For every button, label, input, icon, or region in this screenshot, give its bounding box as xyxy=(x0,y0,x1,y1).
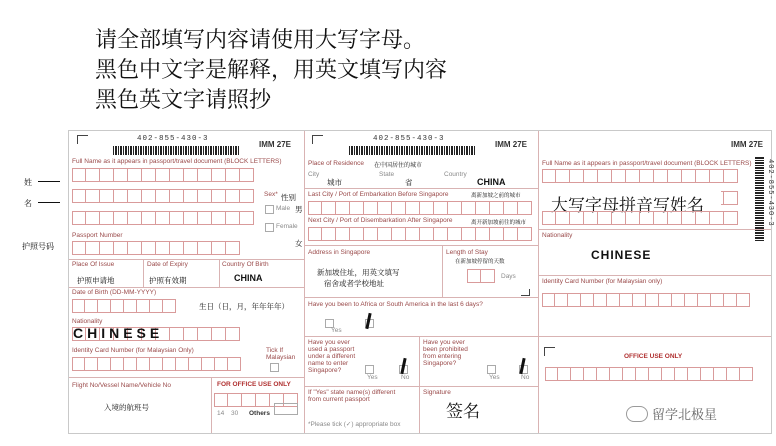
form-code-middle: 402-855-430-3 xyxy=(373,135,445,143)
residence-label: Place of Residence xyxy=(308,160,365,167)
arrow-line xyxy=(38,202,60,203)
state-label: State xyxy=(379,171,395,178)
female-cn: 女 xyxy=(295,239,303,248)
next-city-label: Next City / Port of Disembarkation After Singapore xyxy=(308,217,453,224)
tick-label-2: Malaysian xyxy=(266,354,296,361)
given-name-boxes[interactable] xyxy=(72,189,254,203)
africa-yes-label: Yes xyxy=(331,327,342,334)
corner-mark xyxy=(312,135,323,144)
prohibited-question xyxy=(423,339,468,367)
wechat-icon xyxy=(626,406,648,422)
sex-cn: 性别 xyxy=(281,193,296,202)
office-use-label: FOR OFFICE USE ONLY xyxy=(217,381,291,388)
row-divider xyxy=(304,188,538,189)
cell-divider xyxy=(143,259,144,287)
corner-mark xyxy=(544,347,555,356)
side-label-surname: 姓 xyxy=(24,178,32,187)
row-divider xyxy=(538,275,771,276)
africa-question: Have you been to Africa or South America in the last 6 days? xyxy=(308,301,483,308)
row-divider xyxy=(304,297,538,298)
signature-label: Signature xyxy=(423,389,451,396)
corner-mark xyxy=(77,135,88,144)
prohibited-yes-checkbox[interactable] xyxy=(487,365,496,374)
days-label: Days xyxy=(501,273,516,280)
country-birth-value: CHINA xyxy=(234,273,263,283)
office-30: 30 xyxy=(231,410,239,417)
cell-divider xyxy=(419,386,420,433)
right-nationality-value: CHINESE xyxy=(591,248,652,262)
country-value: CHINA xyxy=(477,177,506,187)
state-names-note xyxy=(308,389,395,403)
residence-cn: 在中国居住的城市 xyxy=(374,162,423,169)
state-names-line: If "Yes" state name(s) different xyxy=(308,389,396,396)
female-checkbox[interactable] xyxy=(265,223,274,232)
right-ic-boxes[interactable] xyxy=(542,293,750,307)
state-names-line: from current passport xyxy=(308,396,370,403)
next-city-boxes[interactable] xyxy=(308,227,532,241)
row-divider xyxy=(538,336,771,337)
instruction-line-2: 黑色中文字是解释，用英文填写内容 xyxy=(95,58,448,83)
passport-question-line: under a different xyxy=(308,353,356,360)
office-14: 14 xyxy=(217,410,225,417)
stay-label: Length of Stay xyxy=(446,249,488,256)
form-id-middle: IMM 27E xyxy=(495,140,528,149)
right-office-boxes xyxy=(545,367,753,381)
side-label-given-name: 名 xyxy=(24,199,32,208)
place-issue-cn: 护照申请地 xyxy=(77,276,115,285)
dob-boxes[interactable] xyxy=(72,299,176,313)
right-ic-label: Identity Card Number (for Malaysian only) xyxy=(542,278,663,285)
sex-label: Sex* xyxy=(264,191,278,198)
form-id: IMM 27E xyxy=(259,140,292,149)
row-divider xyxy=(69,287,304,288)
passport-label: Passport Number xyxy=(72,232,123,239)
country-label: Country xyxy=(444,171,467,178)
cell-divider xyxy=(211,377,212,433)
cell-divider xyxy=(219,259,220,287)
immigration-form xyxy=(68,130,772,434)
ic-label: Identity Card Number (for Malaysian Only) xyxy=(72,347,194,354)
passport-no-label: No xyxy=(401,374,410,381)
right-name-boxes-1[interactable] xyxy=(542,169,738,183)
name-boxes-row3[interactable] xyxy=(72,211,254,225)
form-code: 402-855-430-3 xyxy=(137,135,209,143)
male-cn: 男 xyxy=(295,205,303,214)
right-full-name-label: Full Name as it appears in passport/travel document (BLOCK LETTERS) xyxy=(542,160,752,167)
column-divider xyxy=(538,131,539,433)
dob-cn: 生日（日，月，年年年年） xyxy=(199,302,289,311)
date-expiry-cn: 护照有效期 xyxy=(149,276,187,285)
nationality-value: CHINESE xyxy=(73,325,164,341)
passport-question-line: Singapore? xyxy=(308,367,342,374)
prohibited-no-label: No xyxy=(521,374,530,381)
cell-divider xyxy=(419,336,420,386)
prohibited-question-line: been prohibited xyxy=(423,346,468,353)
country-birth-label: Country Of Birth xyxy=(222,261,269,268)
form-id-right: IMM 27E xyxy=(731,140,764,149)
passport-question xyxy=(308,339,355,374)
row-divider xyxy=(304,245,538,246)
cell-divider xyxy=(442,245,443,297)
prohibited-question-line: Have you ever xyxy=(423,339,465,346)
column-divider xyxy=(304,131,305,433)
barcode xyxy=(113,146,239,155)
passport-yes-checkbox[interactable] xyxy=(365,365,374,374)
malaysian-checkbox[interactable] xyxy=(270,363,279,372)
signature-cn: 签名 xyxy=(446,402,480,422)
row-divider xyxy=(69,259,304,260)
tick-label: Tick If xyxy=(266,347,284,354)
last-city-boxes[interactable] xyxy=(308,201,532,215)
last-city-cn: 离新加坡之前的城市 xyxy=(471,193,521,199)
surname-boxes[interactable] xyxy=(72,168,254,182)
right-name-boxes-3[interactable] xyxy=(542,211,738,225)
office-others-box xyxy=(274,403,298,415)
nationality-label: Nationality xyxy=(72,318,103,325)
passport-boxes[interactable] xyxy=(72,241,240,255)
right-name-cn: 大写字母拼音写姓名 xyxy=(551,196,704,216)
row-divider xyxy=(538,229,771,230)
male-label: Male xyxy=(276,205,291,212)
barcode xyxy=(349,146,475,155)
female-label: Female xyxy=(276,223,298,230)
male-checkbox[interactable] xyxy=(265,205,274,214)
passport-question-line: name to enter xyxy=(308,360,349,367)
city-cn: 城市 xyxy=(327,178,342,187)
passport-question-line: Have you ever xyxy=(308,339,350,346)
full-name-label: Full Name as it appears in passport/travel document (BLOCK LETTERS) xyxy=(72,158,282,165)
address-label: Address in Singapore xyxy=(308,249,371,256)
instruction-line-3: 黑色英文字请照抄 xyxy=(95,88,272,113)
row-divider xyxy=(304,336,538,337)
watermark: 留学北极星 xyxy=(652,408,718,423)
corner-mark xyxy=(521,289,530,296)
stay-cn: 在新加坡停留的天数 xyxy=(455,259,505,265)
vertical-code: 402-855-430-3 xyxy=(766,159,774,227)
city-label: City xyxy=(308,171,320,178)
prohibited-question-line: from entering xyxy=(423,353,462,360)
next-city-cn: 离开新加坡前往的城市 xyxy=(471,220,527,226)
prohibited-question-line: Singapore? xyxy=(423,360,457,367)
office-others: Others xyxy=(249,410,270,417)
tick-note: *Please tick (✓) appropriate box xyxy=(308,421,401,428)
place-issue-label: Place Of Issue xyxy=(72,261,115,268)
instruction-line-1: 请全部填写内容请使用大写字母。 xyxy=(95,28,426,53)
dob-label: Date of Birth (DD-MM-YYYY) xyxy=(72,289,157,296)
date-expiry-label: Date of Expiry xyxy=(147,261,188,268)
passport-question-line: used a passport xyxy=(308,346,355,353)
flight-label: Flight No/Vessel Name/Vehicle No xyxy=(72,382,171,389)
stay-boxes[interactable] xyxy=(467,269,495,283)
row-divider xyxy=(304,386,538,387)
right-nationality-label: Nationality xyxy=(542,232,573,239)
row-divider xyxy=(69,377,304,378)
right-office-label: OFFICE USE ONLY xyxy=(624,353,683,360)
address-cn-1: 新加坡住址，用英文填写 xyxy=(317,268,400,277)
passport-yes-label: Yes xyxy=(367,374,378,381)
arrow-line xyxy=(38,181,60,182)
flight-cn: 入境的航班号 xyxy=(104,403,149,412)
address-cn-2: 宿舍或者学校地址 xyxy=(324,279,384,288)
ic-boxes[interactable] xyxy=(72,357,241,371)
side-label-passport: 护照号码 xyxy=(22,242,54,251)
last-city-label: Last City / Port of Embarkation Before Singapore xyxy=(308,191,449,198)
prohibited-yes-label: Yes xyxy=(489,374,500,381)
state-cn: 省 xyxy=(405,178,413,187)
